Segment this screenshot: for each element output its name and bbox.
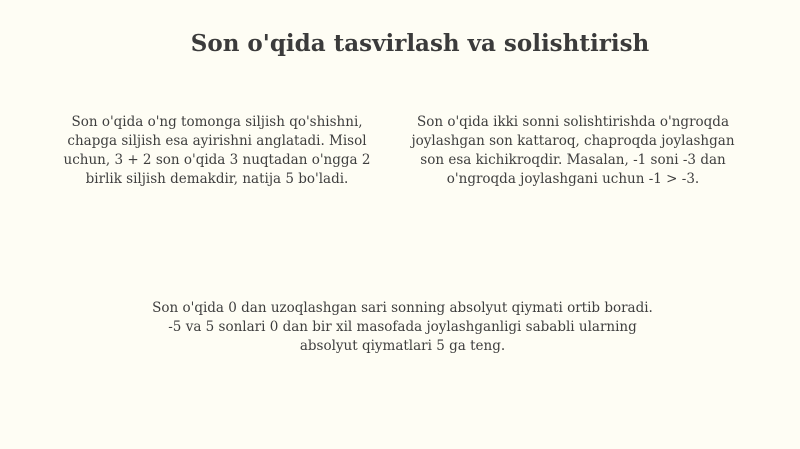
paragraph-absolute-value: Son o'qida 0 dan uzoqlashgan sari sonning absolyut qiymati ortib boradi. -5 va 5 sonlari 0 dan bir xil masofada joylashganligi sababli ularning absolyut qiymatlari 5 ga teng. <box>152 300 653 354</box>
slide-title: Son o'qida tasvirlash va solishtirish <box>190 30 650 57</box>
paragraph-comparison: Son o'qida ikki sonni solishtirishda o'ngroqda joylashgan son kattaroq, chaproqda joylashgan son esa kichikroqdir. Masalan, -1 soni -3 dan o'ngroqda joylashgani uchun -1 > -3. <box>411 114 735 187</box>
paragraph-addition-subtraction: Son o'qida o'ng tomonga siljish qo'shishni, chapga siljish esa ayirishni anglatadi. Misol uchun, 3 + 2 son o'qida 3 nuqtadan o'ngga 2 birlik siljish demakdir, natija 5 bo'ladi. <box>63 114 371 187</box>
